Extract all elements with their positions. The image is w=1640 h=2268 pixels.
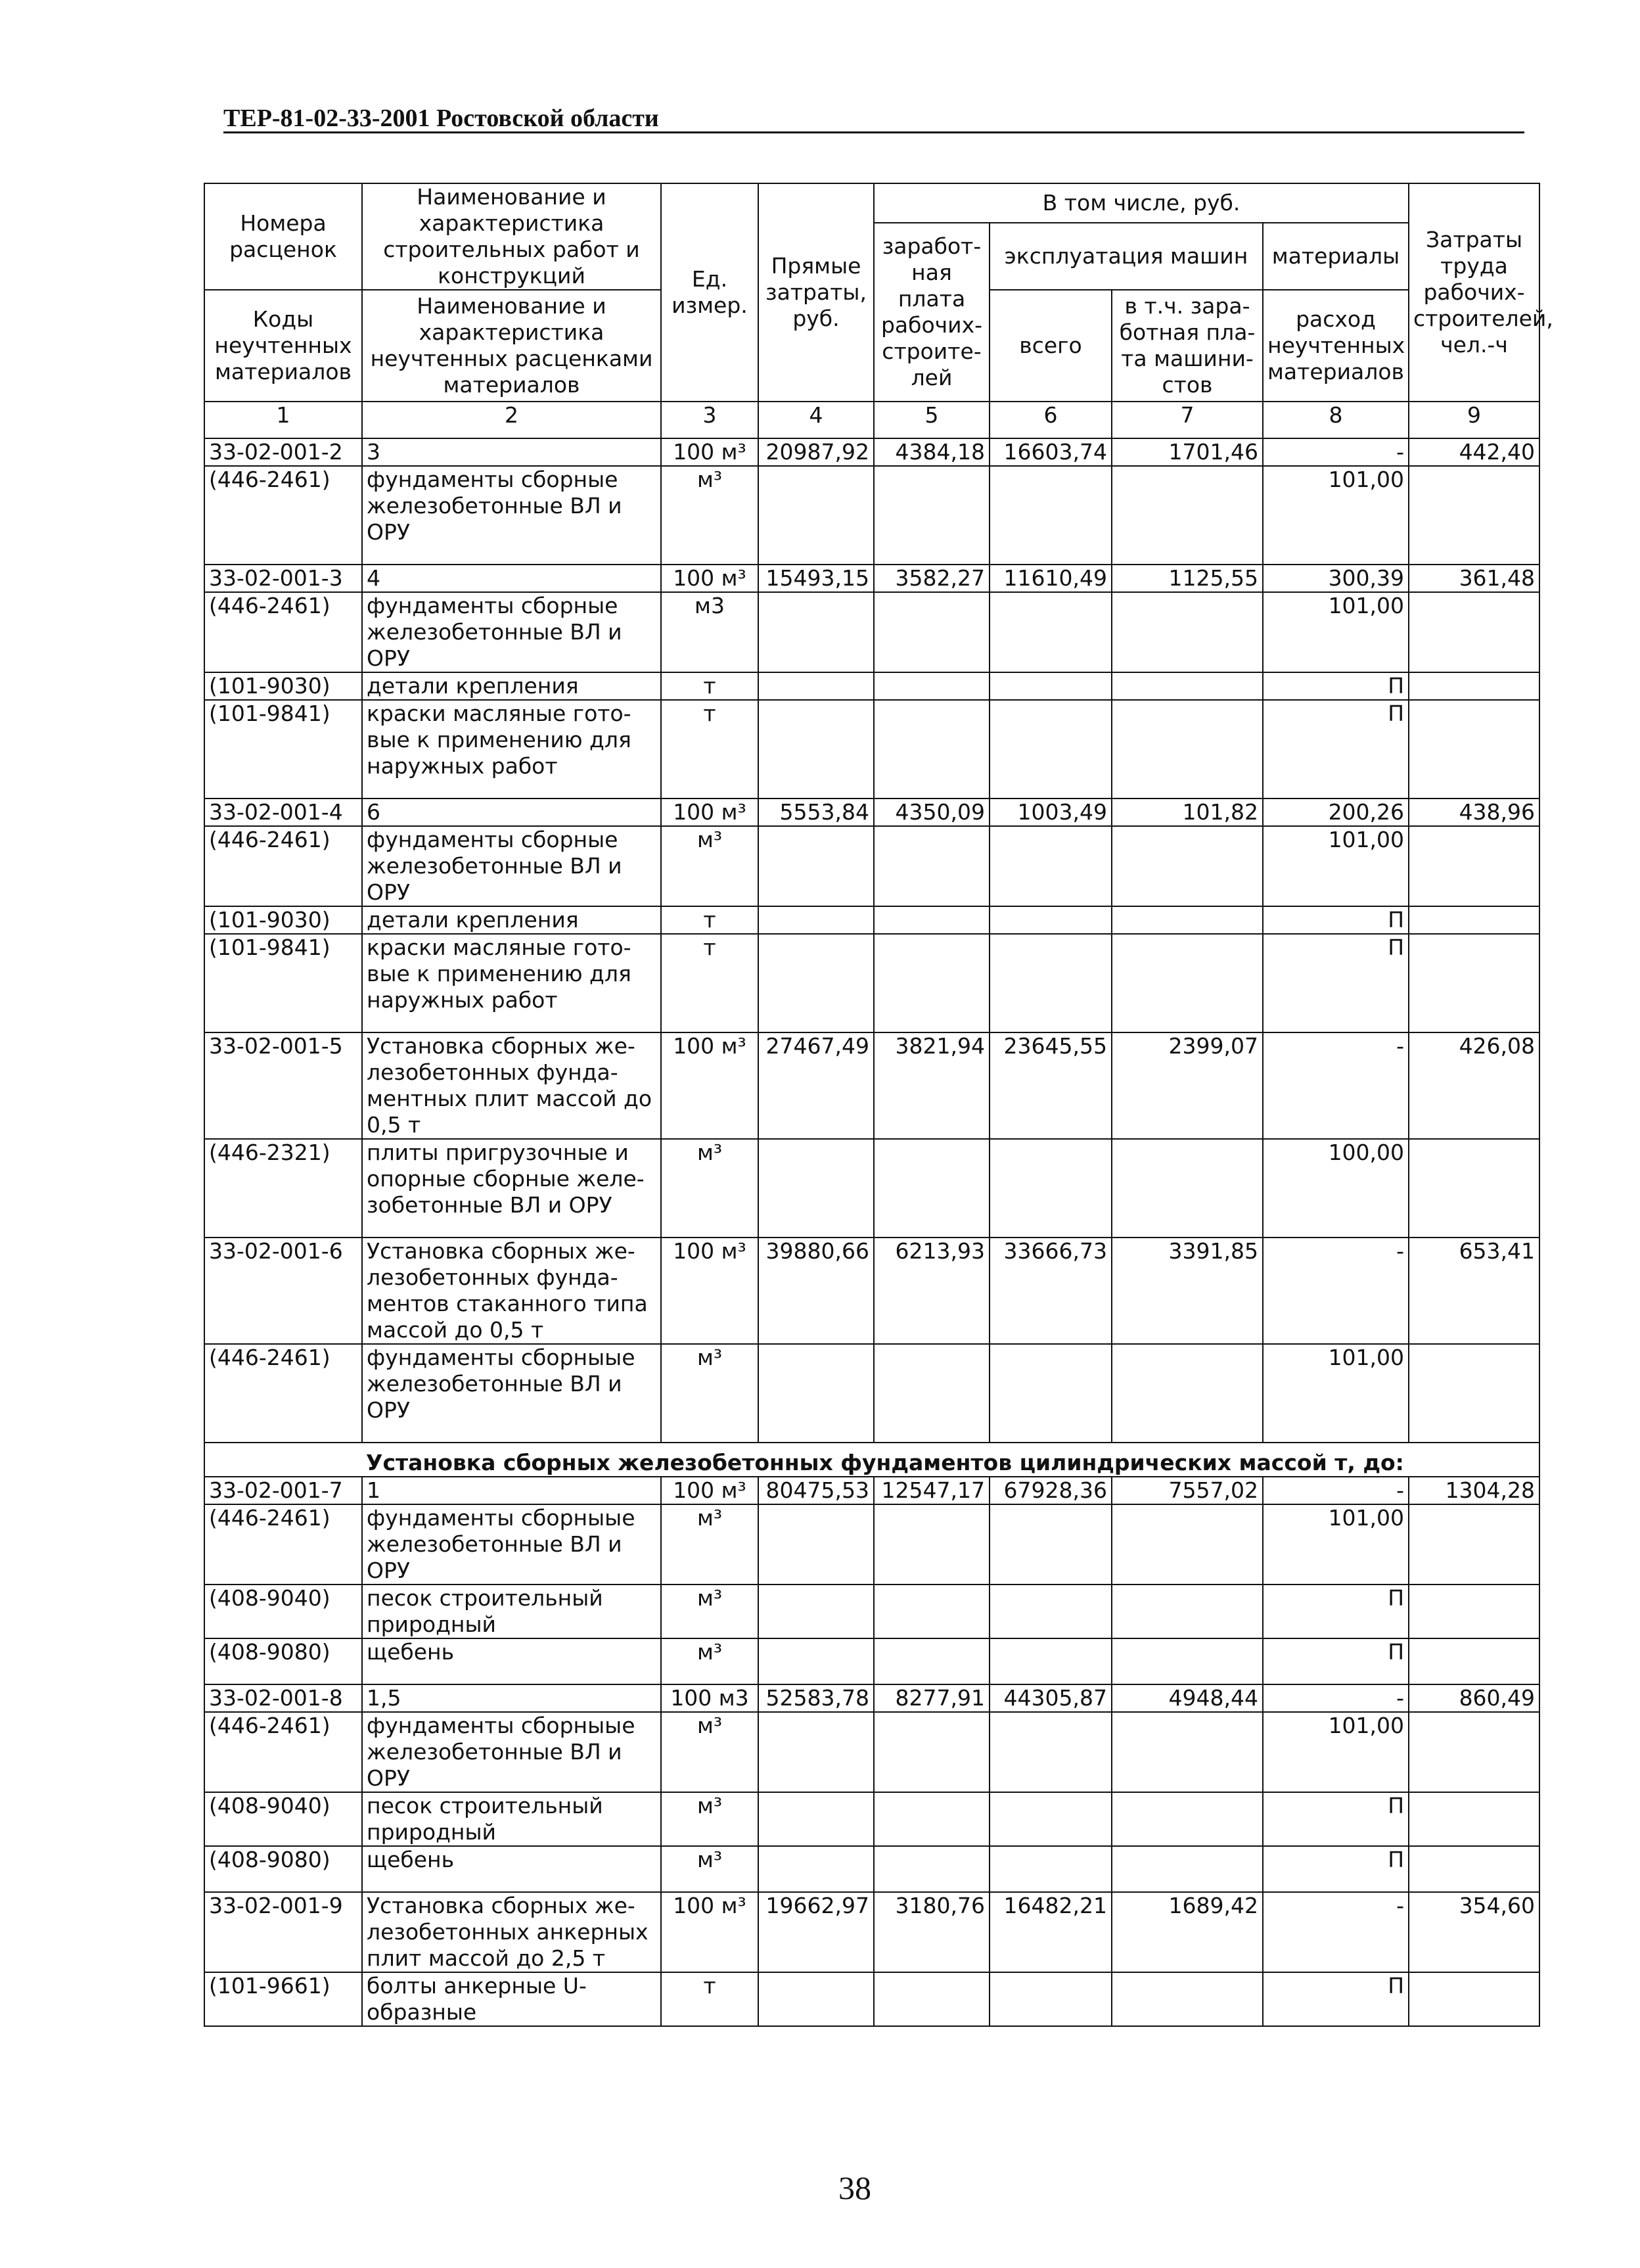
row-machinist-wage [1112,826,1263,906]
row-unit: т [661,1972,758,2026]
row-materials: 101,00 [1263,1344,1409,1443]
row-unit: 100 м³ [661,1238,758,1344]
row-unit: 100 м³ [661,1477,758,1504]
row-code: (408-9040) [204,1792,362,1846]
table-header [204,183,1553,438]
row-wage: 6213,93 [874,1238,990,1344]
row-labor-costs: 426,08 [1409,1032,1539,1139]
row-unit: 100 м³ [661,1032,758,1139]
row-direct-costs [758,1712,874,1792]
header-codes-bottom: Коды неучтенных материалов [204,290,362,402]
row-materials: П [1263,1846,1409,1892]
row-materials: П [1263,934,1409,1032]
row-wage: 4350,09 [874,798,990,826]
row-labor-costs [1409,1504,1539,1585]
row-wage [874,1712,990,1792]
row-name: фундаменты сборные железобетонные ВЛ и ОРУ [362,592,661,672]
row-machinist-wage [1112,672,1263,700]
row-labor-costs: 354,60 [1409,1892,1539,1972]
row-unit: т [661,934,758,1032]
material-row [204,1344,1539,1443]
header-unit: Ед. измер. [661,183,758,402]
row-unit: м3 [661,592,758,672]
row-wage [874,1638,990,1684]
rate-row [204,1238,1539,1344]
header-unaccounted-materials: расход неучтенных материалов [1263,290,1409,402]
row-labor-costs [1409,1712,1539,1792]
row-code: (446-2461) [204,592,362,672]
row-code: (101-9030) [204,906,362,934]
row-wage [874,592,990,672]
material-row [204,1792,1539,1846]
row-materials: - [1263,1477,1409,1504]
row-name: песок строительный природный [362,1585,661,1638]
row-code: (446-2461) [204,466,362,565]
row-direct-costs: 15493,15 [758,565,874,592]
row-machinist-wage: 1689,42 [1112,1892,1263,1972]
row-name: краски масляные гото-вые к применению для наружных работ [362,934,661,1032]
row-wage: 3821,94 [874,1032,990,1139]
material-row [204,1972,1539,2026]
row-materials: П [1263,1972,1409,2026]
row-code: (408-9080) [204,1846,362,1892]
material-row [204,592,1539,672]
column-number: 5 [874,402,990,438]
row-labor-costs: 438,96 [1409,798,1539,826]
row-direct-costs [758,1972,874,2026]
rate-row [204,1684,1539,1712]
header-machinist-wage: в т.ч. зара-ботная пла-та машини-стов [1112,290,1263,402]
row-direct-costs: 5553,84 [758,798,874,826]
row-machinist-wage [1112,1846,1263,1892]
row-materials: - [1263,438,1409,466]
header-machines-total: всего [990,290,1112,402]
row-machinist-wage [1112,906,1263,934]
row-labor-costs [1409,1792,1539,1846]
row-direct-costs [758,1792,874,1846]
row-machines-total: 67928,36 [990,1477,1112,1504]
row-labor-costs [1409,906,1539,934]
row-materials: - [1263,1892,1409,1972]
rate-row [204,1032,1539,1139]
row-machines-total [990,1792,1112,1846]
row-machines-total: 16603,74 [990,438,1112,466]
row-direct-costs: 39880,66 [758,1238,874,1344]
row-wage [874,700,990,798]
column-number: 1 [204,402,362,438]
row-machines-total [990,906,1112,934]
row-direct-costs: 27467,49 [758,1032,874,1139]
row-direct-costs [758,466,874,565]
row-wage [874,1792,990,1846]
rate-row [204,798,1539,826]
row-wage: 8277,91 [874,1684,990,1712]
row-name: 1 [362,1477,661,1504]
row-labor-costs: 653,41 [1409,1238,1539,1344]
row-direct-costs [758,672,874,700]
material-row [204,466,1539,565]
row-materials: - [1263,1238,1409,1344]
header-title: ТЕР-81-02-33-2001 Ростовской области [223,104,659,132]
row-materials: 300,39 [1263,565,1409,592]
column-number: 2 [362,402,661,438]
rate-row [204,1892,1539,1972]
header-name-top: Наименование и характеристика строительных работ и конструкций [362,183,661,290]
row-code: 33-02-001-8 [204,1684,362,1712]
section-heading: Установка сборных железобетонных фундаментов цилиндрических массой т, до: [362,1443,1539,1477]
material-row [204,1712,1539,1792]
row-machines-total: 11610,49 [990,565,1112,592]
row-machines-total [990,1638,1112,1684]
column-number: 9 [1409,402,1539,438]
section-spacer [204,1443,362,1477]
row-machines-total [990,826,1112,906]
row-labor-costs [1409,1344,1539,1443]
row-machines-total [990,672,1112,700]
row-machinist-wage [1112,1792,1263,1846]
row-direct-costs [758,1139,874,1238]
row-code: 33-02-001-2 [204,438,362,466]
row-unit: т [661,906,758,934]
row-code: (101-9841) [204,700,362,798]
row-name: краски масляные гото-вые к применению для наружных работ [362,700,661,798]
row-code: 33-02-001-7 [204,1477,362,1504]
material-row [204,1585,1539,1638]
row-wage [874,1846,990,1892]
row-wage: 3180,76 [874,1892,990,1972]
row-machinist-wage [1112,592,1263,672]
row-name: 4 [362,565,661,592]
row-labor-costs [1409,1638,1539,1684]
row-machines-total: 16482,21 [990,1892,1112,1972]
row-wage [874,466,990,565]
header-name-bottom: Наименование и характеристика неучтенных расценками материалов [362,290,661,402]
rate-row [204,438,1539,466]
row-unit: 100 м³ [661,1892,758,1972]
row-machines-total [990,1585,1112,1638]
row-machinist-wage: 3391,85 [1112,1238,1263,1344]
row-code: (446-2321) [204,1139,362,1238]
row-machinist-wage [1112,1638,1263,1684]
row-labor-costs [1409,672,1539,700]
row-unit: м³ [661,1585,758,1638]
row-machinist-wage [1112,1344,1263,1443]
row-direct-costs [758,700,874,798]
row-labor-costs [1409,1139,1539,1238]
header-including: В том числе, руб. [874,183,1409,223]
row-machines-total [990,1139,1112,1238]
row-materials: П [1263,1585,1409,1638]
row-wage [874,906,990,934]
row-name: детали крепления [362,906,661,934]
page-number: 38 [838,2169,871,2206]
row-unit: м³ [661,1344,758,1443]
row-name: 1,5 [362,1684,661,1712]
row-name: щебень [362,1638,661,1684]
row-machinist-wage: 1125,55 [1112,565,1263,592]
header-codes-top: Номера расценок [204,183,362,290]
row-direct-costs [758,906,874,934]
row-materials: 101,00 [1263,466,1409,565]
row-machinist-wage [1112,1139,1263,1238]
row-materials: 101,00 [1263,592,1409,672]
row-direct-costs [758,1504,874,1585]
row-name: Установка сборных же-лезобетонных фунда-ментов стаканного типа массой до 0,5 т [362,1238,661,1344]
row-code: (446-2461) [204,1504,362,1585]
header-labor-costs: Затраты труда рабочих-строителей, чел.-ч [1409,183,1539,402]
row-unit: т [661,700,758,798]
row-wage [874,1344,990,1443]
material-row [204,934,1539,1032]
material-row [204,906,1539,934]
row-wage: 4384,18 [874,438,990,466]
row-wage: 3582,27 [874,565,990,592]
row-name: щебень [362,1846,661,1892]
row-code: (101-9841) [204,934,362,1032]
row-code: (101-9030) [204,672,362,700]
row-name: 3 [362,438,661,466]
row-machines-total: 44305,87 [990,1684,1112,1712]
column-number: 7 [1112,402,1263,438]
row-labor-costs [1409,1972,1539,2026]
row-direct-costs [758,1846,874,1892]
material-row [204,1846,1539,1892]
row-unit: 100 м³ [661,798,758,826]
row-labor-costs [1409,934,1539,1032]
header-machines: эксплуатация машин [990,223,1263,290]
row-code: (446-2461) [204,826,362,906]
row-labor-costs [1409,592,1539,672]
row-code: 33-02-001-4 [204,798,362,826]
row-machines-total [990,592,1112,672]
row-wage: 12547,17 [874,1477,990,1504]
row-machinist-wage [1112,466,1263,565]
row-machines-total [990,1504,1112,1585]
row-name: фундаменты сборныые железобетонные ВЛ и ОРУ [362,1504,661,1585]
row-unit: 100 м3 [661,1684,758,1712]
row-machinist-wage: 4948,44 [1112,1684,1263,1712]
row-unit: м³ [661,1139,758,1238]
row-direct-costs [758,826,874,906]
row-direct-costs [758,592,874,672]
row-code: 33-02-001-6 [204,1238,362,1344]
row-name: плиты пригрузочные и опорные сборные желе-зобетонные ВЛ и ОРУ [362,1139,661,1238]
row-materials: 101,00 [1263,1504,1409,1585]
row-wage [874,1585,990,1638]
row-unit: м³ [661,1504,758,1585]
row-machinist-wage [1112,1712,1263,1792]
row-name: фундаменты сборныые железобетонные ВЛ и ОРУ [362,1712,661,1792]
material-row [204,700,1539,798]
row-direct-costs: 52583,78 [758,1684,874,1712]
row-name: детали крепления [362,672,661,700]
row-materials: П [1263,700,1409,798]
row-machines-total [990,1712,1112,1792]
row-unit: 100 м³ [661,565,758,592]
row-labor-costs [1409,826,1539,906]
row-unit: м³ [661,826,758,906]
row-materials: П [1263,672,1409,700]
row-machinist-wage: 2399,07 [1112,1032,1263,1139]
row-unit: т [661,672,758,700]
header-direct-costs: Прямые затраты, руб. [758,183,874,402]
row-machinist-wage: 101,82 [1112,798,1263,826]
row-machinist-wage [1112,934,1263,1032]
row-labor-costs [1409,1585,1539,1638]
row-machines-total [990,466,1112,565]
row-code: (446-2461) [204,1712,362,1792]
row-wage [874,1972,990,2026]
row-code: 33-02-001-5 [204,1032,362,1139]
column-number: 6 [990,402,1112,438]
row-materials: П [1263,1638,1409,1684]
row-machines-total [990,1972,1112,2026]
header-wage: заработ-ная плата рабочих-строите-лей [874,223,990,402]
row-labor-costs: 442,40 [1409,438,1539,466]
row-direct-costs [758,1344,874,1443]
row-direct-costs: 20987,92 [758,438,874,466]
row-wage [874,934,990,1032]
material-row [204,1139,1539,1238]
row-name: болты анкерные U-образные [362,1972,661,2026]
row-materials: 100,00 [1263,1139,1409,1238]
table-body [204,438,1539,2026]
row-name: Установка сборных же-лезобетонных анкерных плит массой до 2,5 т [362,1892,661,1972]
row-direct-costs: 80475,53 [758,1477,874,1504]
row-materials: - [1263,1684,1409,1712]
section-heading-row [204,1443,1539,1477]
row-labor-costs [1409,1846,1539,1892]
row-machines-total [990,1846,1112,1892]
row-machinist-wage [1112,1504,1263,1585]
row-machines-total: 33666,73 [990,1238,1112,1344]
row-code: (446-2461) [204,1344,362,1443]
row-machines-total [990,934,1112,1032]
row-direct-costs [758,1585,874,1638]
row-machines-total: 1003,49 [990,798,1112,826]
row-unit: м³ [661,1846,758,1892]
header-materials: материалы [1263,223,1409,290]
row-unit: м³ [661,1712,758,1792]
row-direct-costs [758,934,874,1032]
row-machines-total: 23645,55 [990,1032,1112,1139]
row-name: фундаменты сборные железобетонные ВЛ и ОРУ [362,466,661,565]
column-number: 3 [661,402,758,438]
row-unit: м³ [661,1792,758,1846]
row-materials: - [1263,1032,1409,1139]
rates-table [204,183,1553,2027]
row-labor-costs [1409,700,1539,798]
row-materials: П [1263,906,1409,934]
row-materials: 101,00 [1263,826,1409,906]
row-unit: 100 м³ [661,438,758,466]
row-materials: 200,26 [1263,798,1409,826]
document-header [223,105,1524,133]
row-code: (101-9661) [204,1972,362,2026]
row-code: (408-9040) [204,1585,362,1638]
row-labor-costs: 361,48 [1409,565,1539,592]
row-code: (408-9080) [204,1638,362,1684]
row-unit: м³ [661,466,758,565]
row-code: 33-02-001-9 [204,1892,362,1972]
row-machinist-wage: 7557,02 [1112,1477,1263,1504]
row-name: Установка сборных же-лезобетонных фунда-ментных плит массой до 0,5 т [362,1032,661,1139]
column-number: 4 [758,402,874,438]
material-row [204,1504,1539,1585]
row-labor-costs [1409,466,1539,565]
row-materials: 101,00 [1263,1712,1409,1792]
row-name: песок строительный природный [362,1792,661,1846]
material-row [204,672,1539,700]
row-machines-total [990,700,1112,798]
row-wage [874,826,990,906]
row-machinist-wage [1112,1972,1263,2026]
row-machines-total [990,1344,1112,1443]
material-row [204,826,1539,906]
row-direct-costs [758,1638,874,1684]
row-name: фундаменты сборные железобетонные ВЛ и ОРУ [362,826,661,906]
row-wage [874,1504,990,1585]
column-numbers-row [204,402,1539,438]
row-labor-costs: 860,49 [1409,1684,1539,1712]
row-machinist-wage: 1701,46 [1112,438,1263,466]
row-wage [874,672,990,700]
row-machinist-wage [1112,700,1263,798]
material-row [204,1638,1539,1684]
column-number: 8 [1263,402,1409,438]
row-unit: м³ [661,1638,758,1684]
row-code: 33-02-001-3 [204,565,362,592]
row-name: 6 [362,798,661,826]
row-wage [874,1139,990,1238]
row-name: фундаменты сборныые железобетонные ВЛ и ОРУ [362,1344,661,1443]
row-machinist-wage [1112,1585,1263,1638]
row-labor-costs: 1304,28 [1409,1477,1539,1504]
row-materials: П [1263,1792,1409,1846]
rate-row [204,1477,1539,1504]
row-direct-costs: 19662,97 [758,1892,874,1972]
rate-row [204,565,1539,592]
